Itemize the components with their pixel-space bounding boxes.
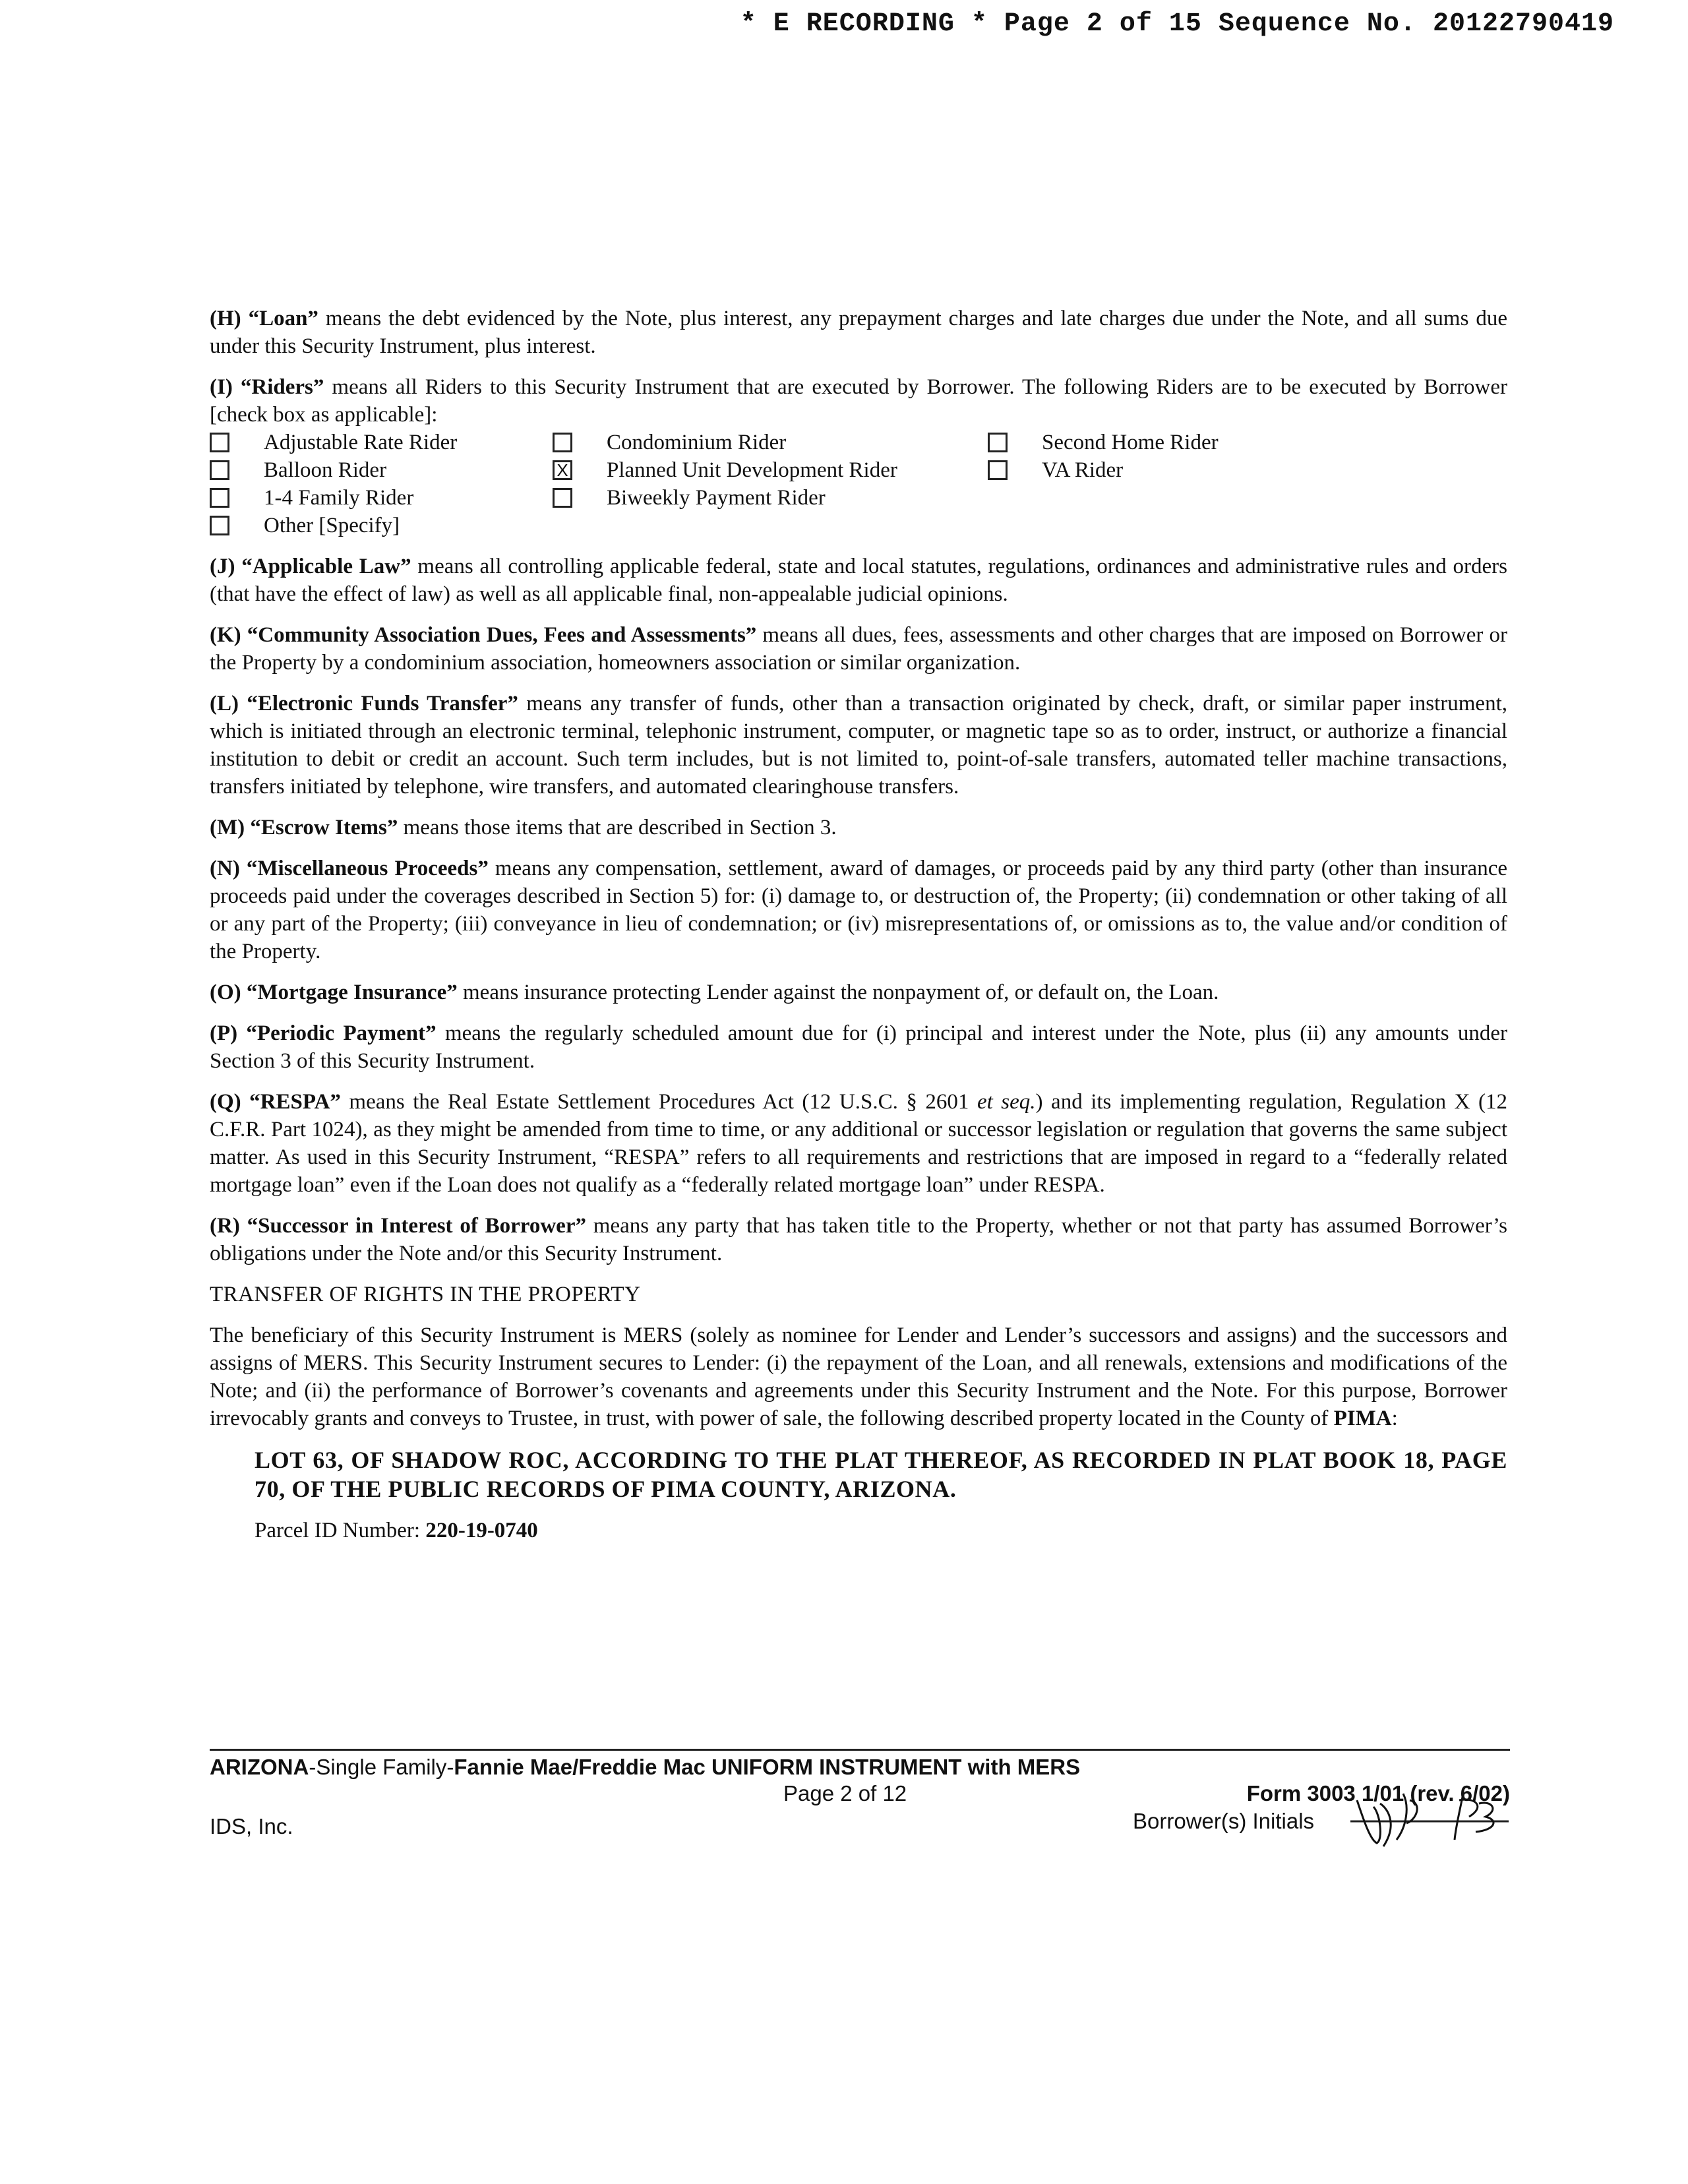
rider-label: 1-4 Family Rider — [264, 486, 414, 510]
definition-r — [210, 1212, 1507, 1267]
definition-q — [210, 1088, 1507, 1199]
rider-label: Biweekly Payment Rider — [607, 486, 826, 510]
rider-condominium — [553, 429, 988, 456]
rider-label: VA Rider — [1042, 458, 1124, 482]
definition-italic: et seq. — [977, 1090, 1036, 1114]
definition-text: means any transfer of funds, other than a transaction originated by check, draft, or similar paper instrument, which is initiated through an electronic terminal, telephonic instrument, computer, or magnetic tape so as to order, instruct, or authorize a financial institution to debit or credit an account. Such term includes, but is not limited to, point-of-sale transfers, automated teller machine transactions, transfers initiated by telephone, wire transfers, and automated clearinghouse transfers. — [210, 692, 1507, 799]
checkbox[interactable] — [210, 460, 229, 480]
definition-text: means any party that has taken title to the Property, whether or not that party has assumed Borrower’s obligations under the Note and/or this Security Instrument. — [210, 1214, 1507, 1265]
rider-adjustable-rate — [210, 429, 553, 456]
definition-text: means those items that are described in Section 3. — [398, 816, 837, 839]
footer-page-number: Page 2 of 12 — [783, 1781, 907, 1805]
definition-k — [210, 621, 1507, 677]
checkbox[interactable] — [553, 488, 572, 508]
parcel-number: 220-19-0740 — [425, 1519, 538, 1542]
borrower-initials-signature-icon — [1344, 1780, 1515, 1853]
definition-text: means the regularly scheduled amount due for (i) principal and interest under the Note, plus (ii) any amounts under Section 3 of this Security Instrument. — [210, 1021, 1508, 1073]
definition-n — [210, 855, 1507, 965]
rider-label: Planned Unit Development Rider — [607, 458, 897, 482]
rider-other — [210, 512, 553, 539]
definition-text: ) and its implementing regulation, Regulation X (12 C.F.R. Part 1024), as they might be amended from time to time, or any additional or successor legislation or regulation that governs the same subject matter. As used in this Security Instrument, “RESPA” refers to all requirements and restrictions that are imposed in regard to a “federally related mortgage loan” even if the Loan does not qualify as a “federally related mortgage loan” under RESPA. — [210, 1090, 1507, 1197]
rider-label: Balloon Rider — [264, 458, 387, 482]
rider-label: Adjustable Rate Rider — [264, 431, 458, 454]
checkbox[interactable] — [210, 433, 229, 452]
parcel-label: Parcel ID Number: — [255, 1519, 426, 1542]
legal-description: LOT 63, OF SHADOW ROC, ACCORDING TO THE PLAT THEREOF, AS RECORDED IN PLAT BOOK 18, PAGE 70, OF THE PUBLIC RECORDS OF PIMA COUNTY, ARIZONA. — [255, 1447, 1507, 1502]
footer-divider — [210, 1749, 1510, 1751]
checkbox[interactable] — [210, 516, 229, 535]
definition-label: (R) “Successor in Interest of Borrower” — [210, 1214, 586, 1238]
rider-second-home — [988, 429, 1357, 456]
rider-balloon — [210, 456, 553, 484]
definition-label: (Q) “RESPA” — [210, 1090, 341, 1114]
rider-va — [988, 456, 1357, 484]
transfer-end: : — [1391, 1407, 1398, 1430]
definition-label: (L) “Electronic Funds Transfer” — [210, 692, 518, 715]
definition-label: (K) “Community Association Dues, Fees and Assessments” — [210, 623, 757, 647]
checkbox[interactable] — [210, 488, 229, 508]
riders-checklist — [210, 429, 1507, 539]
definition-text: means all dues, fees, assessments and other charges that are imposed on Borrower or the Property by a condominium association, homeowners association or similar organization. — [210, 623, 1507, 675]
checkbox[interactable] — [553, 433, 572, 452]
checkbox[interactable] — [988, 460, 1008, 480]
definition-text: means all Riders to this Security Instrument that are executed by Borrower. The following Riders are to be executed by Borrower [check box as applicable]: — [210, 375, 1507, 427]
definition-l — [210, 690, 1507, 801]
definition-text: means the debt evidenced by the Note, plus interest, any prepayment charges and late charges due under the Note, and all sums due under this Security Instrument, plus interest. — [210, 307, 1508, 358]
document-body — [210, 305, 1507, 1544]
definition-i — [210, 373, 1507, 429]
section-heading-transfer: TRANSFER OF RIGHTS IN THE PROPERTY — [210, 1283, 641, 1306]
footer-company: IDS, Inc. — [210, 1814, 293, 1838]
footer-title-bold: Fannie Mae/Freddie Mac UNIFORM INSTRUMENT with MERS — [454, 1755, 1081, 1779]
checkbox[interactable] — [988, 433, 1008, 452]
rider-empty-cell — [988, 484, 1357, 512]
definition-text: means insurance protecting Lender against the nonpayment of, or default on, the Loan. — [457, 981, 1219, 1004]
definition-label: (P) “Periodic Payment” — [210, 1021, 437, 1045]
definition-p — [210, 1019, 1507, 1075]
page-footer — [210, 1754, 1510, 1873]
transfer-paragraph — [210, 1321, 1507, 1432]
rider-1-4-family — [210, 484, 553, 512]
definition-j — [210, 553, 1507, 608]
footer-state: ARIZONA — [210, 1755, 309, 1779]
transfer-text: The beneficiary of this Security Instrument is MERS (solely as nominee for Lender and Lender’s successors and assigns) and the successors and assigns of MERS. This Security Instrument secures to Lender: (i) the repayment of the Loan, and all renewals, extensions and modifications of the Note; and (ii) the performance of Borrower’s covenants and agreements under this Security Instrument and the Note. For this purpose, Borrower irrevocably grants and conveys to Trustee, in trust, with power of sale, the following described property located in the County of — [210, 1323, 1507, 1430]
definition-text: means the Real Estate Settlement Procedures Act (12 U.S.C. § 2601 — [340, 1090, 977, 1114]
footer-form-number: Form 3003 1/01 (rev. 6/02) — [1246, 1781, 1510, 1805]
definition-label: (J) “Applicable Law” — [210, 555, 411, 578]
definition-label: (M) “Escrow Items” — [210, 816, 398, 839]
definition-text: means all controlling applicable federal, state and local statutes, regulations, ordinances and administrative rules and orders (that have the effect of law) as well as all applicable final, non-appealable judicial opinions. — [210, 555, 1508, 606]
definition-h — [210, 305, 1507, 360]
rider-label: Other [Specify] — [264, 514, 400, 537]
definition-m — [210, 814, 1507, 841]
footer-title-mid: -Single Family- — [309, 1755, 454, 1779]
rider-biweekly-payment — [553, 484, 988, 512]
definition-o — [210, 979, 1507, 1006]
recording-header: * E RECORDING * Page 2 of 15 Sequence No. 20122790419 — [740, 9, 1614, 39]
parcel-id — [255, 1517, 1507, 1544]
definition-label: (O) “Mortgage Insurance” — [210, 981, 458, 1004]
county-name: PIMA — [1333, 1407, 1392, 1430]
rider-planned-unit-development — [553, 456, 988, 484]
footer-initials-label: Borrower(s) Initials — [1133, 1809, 1315, 1833]
definition-label: (H) “Loan” — [210, 307, 318, 330]
checkbox-checked[interactable]: X — [553, 460, 572, 480]
definition-text: means any compensation, settlement, award of damages, or proceeds paid by any third party (other than insurance proceeds paid under the coverages described in Section 5) for: (i) damage to, or destruction of, the Property; (ii) condemnation or other taking of all or any part of the Property; (iii) conveyance in lieu of condemnation; or (iv) misrepresentations of, or omissions as to, the value and/or condition of the Property. — [210, 857, 1507, 963]
rider-label: Second Home Rider — [1042, 431, 1219, 454]
definition-label: (N) “Miscellaneous Proceeds” — [210, 857, 489, 880]
definition-label: (I) “Riders” — [210, 375, 324, 399]
footer-form-title — [210, 1754, 1080, 1780]
rider-label: Condominium Rider — [607, 431, 787, 454]
